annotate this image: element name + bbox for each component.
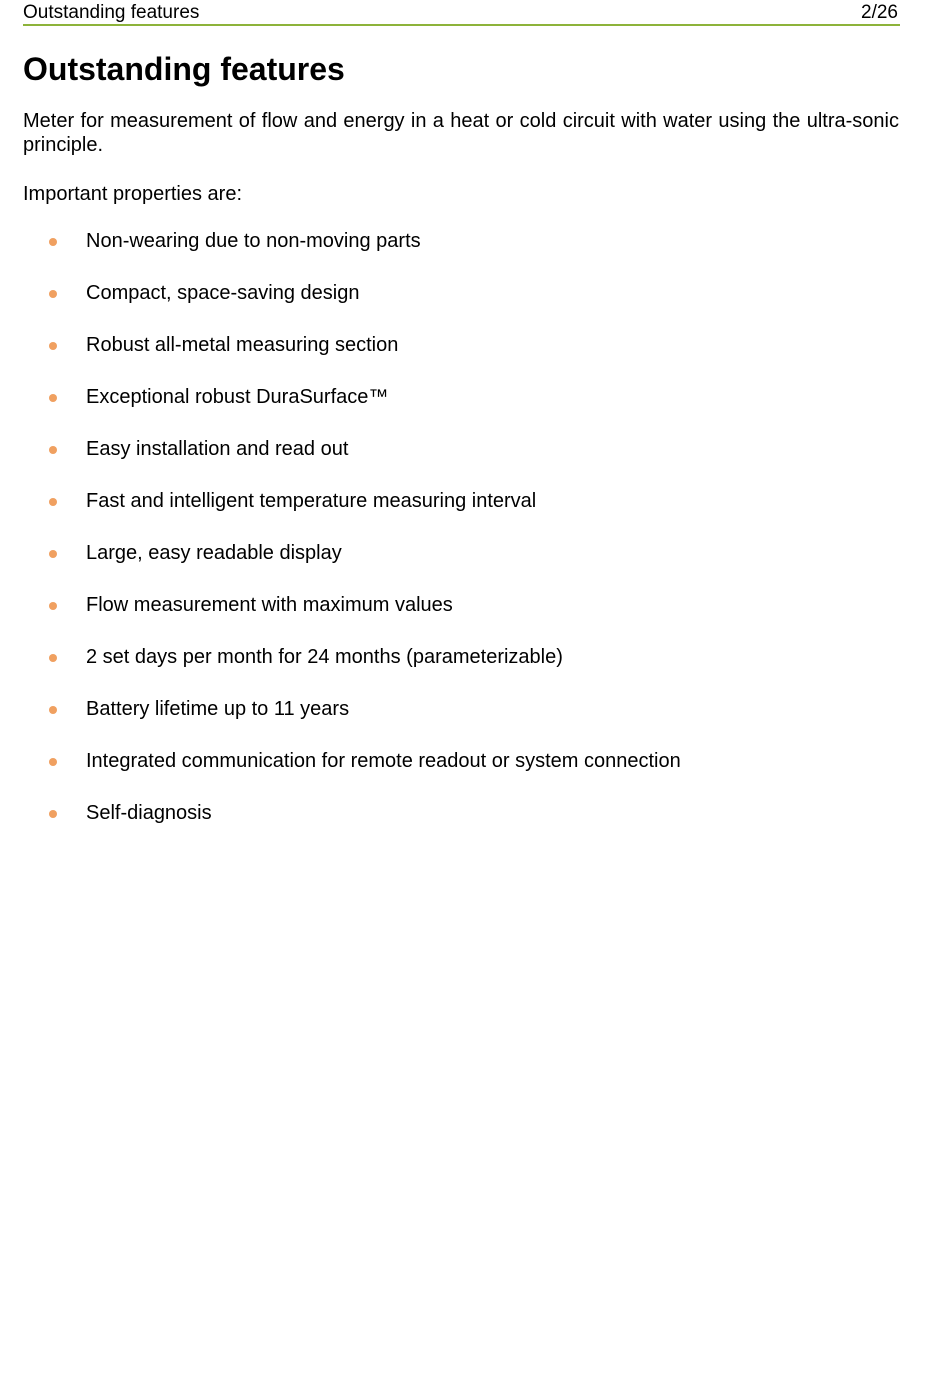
bullet-icon — [49, 758, 57, 766]
intro-paragraph: Meter for measurement of flow and energy in a heat or cold circuit with water using the ultra-sonic principle. — [23, 110, 899, 156]
feature-text: Large, easy readable display — [86, 542, 342, 564]
bullet-icon — [49, 290, 57, 298]
feature-text: Non-wearing due to non-moving parts — [86, 230, 421, 252]
bullet-icon — [49, 446, 57, 454]
feature-text: Self-diagnosis — [86, 802, 212, 824]
feature-text: Easy installation and read out — [86, 438, 349, 460]
section-title: Outstanding features — [23, 51, 345, 87]
bullet-icon — [49, 342, 57, 350]
bullet-icon — [49, 602, 57, 610]
bullet-icon — [49, 810, 57, 818]
feature-text: Robust all-metal measuring section — [86, 334, 399, 356]
feature-text: Integrated communication for remote readout or system connection — [86, 750, 681, 772]
feature-text: Flow measurement with maximum values — [86, 594, 453, 616]
bullet-icon — [49, 654, 57, 662]
feature-text: Compact, space-saving design — [86, 282, 360, 304]
bullet-icon — [49, 394, 57, 402]
feature-text: 2 set days per month for 24 months (parameterizable) — [86, 646, 563, 668]
page-number: 2/26 — [861, 2, 898, 23]
properties-lead-in: Important properties are: — [23, 183, 242, 205]
bullet-icon — [49, 238, 57, 246]
bullet-icon — [49, 550, 57, 558]
feature-text: Fast and intelligent temperature measuring interval — [86, 490, 537, 512]
running-title: Outstanding features — [23, 2, 200, 23]
feature-text: Battery lifetime up to 11 years — [86, 698, 350, 720]
bullet-icon — [49, 706, 57, 714]
page-header — [23, 0, 900, 26]
bullet-icon — [49, 498, 57, 506]
feature-text: Exceptional robust DuraSurface™ — [86, 386, 389, 408]
